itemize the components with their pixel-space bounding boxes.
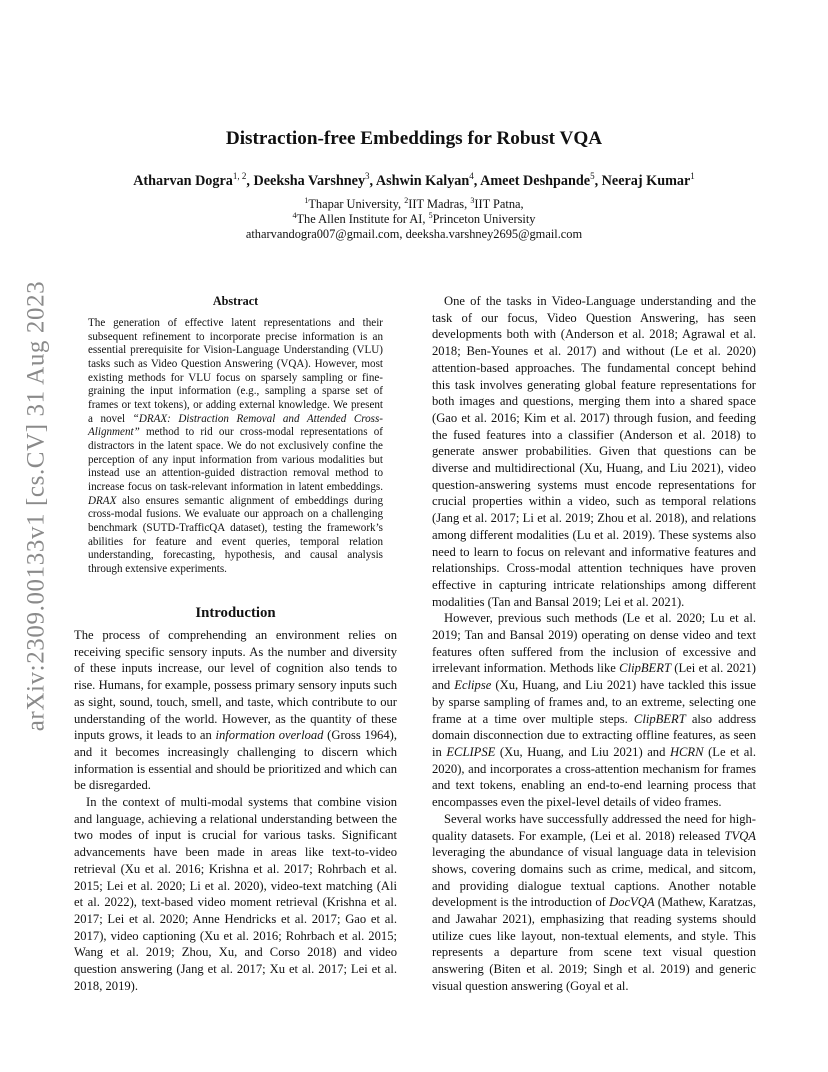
body-paragraph: The process of comprehending an environment relies on receiving specific sensory inputs. As the number and diversity of these inputs increase, our level of cognition also tends to rise. Humans, for example, possess primary sensory inputs such as sight, sound, touch, smell, and taste, which contribute to our understanding of the world. However, as the quantity of these inputs grows, it leads to an information overload (Gross 1964), and it becomes increasingly challenging to discern which information is essential and should be prioritized and which can be disregarded. (74, 628, 397, 793)
abstract-heading: Abstract (212, 294, 259, 308)
affiliation-line: $^4$The Allen Institute for AI, $^5$Princeton University (292, 211, 536, 226)
left-column-body (74, 627, 397, 994)
author-list (0, 173, 828, 190)
author: Atharvan Dogra$^{1, 2}$, (133, 171, 254, 189)
arxiv-id-text: arXiv:2309.00133v1 [cs.CV] 31 Aug 2023 (22, 280, 50, 732)
author: Neeraj Kumar$^1$ (601, 171, 695, 189)
section-heading-introduction: Introduction (195, 605, 276, 621)
author: Ameet Deshpande$^5$, (480, 171, 602, 189)
right-column-body (432, 293, 756, 995)
paper-title: Distraction-free Embeddings for Robust VQA (225, 128, 603, 149)
abstract-body (88, 317, 383, 576)
author-affiliation-mark: 5 (590, 171, 595, 181)
affiliation-line: $^1$Thapar University, $^2$IIT Madras, $^3$IIT Patna, (304, 196, 524, 211)
author-affiliation-mark: 3 (365, 171, 370, 181)
body-paragraph: In the context of multi-modal systems that combine vision and language, achieving a relational understanding between the two modes of input is crucial for various tasks. Significant advancements have been made in areas like text-to-video retrieval (Xu et al. 2016; Krishna et al. 2017; Rohrbach et al. 2015; Lei et al. 2020; Li et al. 2020), video-text matching (Ali et al. 2022), text-based video moment retrieval (Krishna et al. 2017; Lei et al. 2020; Anne Hendricks et al. 2017; Gao et al. 2017), video captioning (Xu et al. 2016; Rohrbach et al. 2015; Wang et al. 2019; Zhou, Xu, and Corso 2018) and video question answering (Jang et al. 2017; Xu et al. 2017; Lei et al. 2018, 2019). (74, 795, 397, 993)
author-affiliation-mark: 1 (690, 171, 695, 181)
body-paragraph: However, previous such methods (Le et al. 2020; Lu et al. 2019; Tan and Bansal 2019) operating on dense video and text features often suffered from the inclusion of excessive and irrelevant information. Methods like ClipBERT (Lei et al. 2021) and Eclipse (Xu, Huang, and Liu 2021) have tackled this issue by sparse sampling of frames and, to an extreme, selecting one frame at a time over multiple steps. ClipBERT also address domain disconnection due to extracting offline features, as seen in ECLIPSE (Xu, Huang, and Liu 2021) and HCRN (Le et al. 2020), and incorporates a cross-attention mechanism for frames and text tokens, enabling an end-to-end learning process that encompasses even the pixel-level details of video frames. (432, 611, 757, 810)
author-emails: atharvandogra007@gmail.com, deeksha.varshney2695@gmail.com (245, 227, 583, 241)
abstract-paragraph: The generation of effective latent representations and their subsequent refinement to incorporate precise information is an essential prerequisite for Vision-Language Understanding (VLU) tasks such as Video Question Answering (VQA). However, most existing methods for VLU focus on sparsely sampling or fine-graining the input information (e.g., sampling a sparse set of frames or text tokens), or adding external knowledge. We present a novel “DRAX: Distraction Removal and Attended Cross-Alignment” method to rid our cross-modal representations of distractors in the latent space. We do not exclusively confine the perception of any input information from various modalities but instead use an attention-guided distraction removal method to increase focus on task-relevant information in latent embeddings. DRAX also ensures semantic alignment of embeddings during cross-modal fusions. We evaluate our approach on a challenging benchmark (SUTD-TrafficQA dataset), testing the framework’s abilities for feature and event queries, temporal relation understanding, forecasting, hypothesis, and causal analysis through extensive experiments. (88, 317, 383, 575)
body-paragraph: Several works have successfully addressed the need for high-quality datasets. For example, (Lei et al. 2018) released TVQA leveraging the abundance of visual language data in television shows, covering domains such as crime, medical, and sitcom, and providing dialogue textual captions. Another notable development is the introduction of DocVQA (Mathew, Karatzas, and Jawahar 2021), emphasizing that reading systems should utilize cues like layout, non-textual elements, and style. This represents a departure from scene text visual question answering (Biten et al. 2019; Singh et al. 2019) and generic visual question answering (Goyal et al. (432, 811, 756, 993)
author-affiliation-mark: 4 (469, 171, 474, 181)
author: Deeksha Varshney$^3$, (253, 171, 376, 189)
arxiv-identifier-stamp (14, 282, 58, 730)
body-paragraph: One of the tasks in Video-Language understanding and the task of our focus, Video Question Answering, has seen developments both with (Anderson et al. 2018; Agrawal et al. 2018; Ben-Younes et al. 2017) and without (Le et al. 2020) attention-based approaches. The fundamental concept behind this task involves generating global feature representations for both images and questions, merging them into a shared space (Gao et al. 2016; Kim et al. 2017) through fusion, and feeding the fused features into a classifier (Anderson et al. 2018) to generate answer probabilities. Given that questions can be diverse and multidirectional (Xu, Huang, and Liu 2021), video question-answering systems must encode representations for crucial properties within a video, such as temporal relations (Jang et al. 2017; Li et al. 2019; Zhou et al. 2018), and relations among different modalities (Lu et al. 2019). These systems also need to learn to focus on relevant and informative features and relationships. Cross-modal attention techniques have proven effective in capturing intricate relationships among different modalities (Tan and Bansal 2019; Lei et al. 2021). (432, 294, 756, 609)
author: Ashwin Kalyan$^4$, (375, 171, 481, 189)
author-affiliation-mark: 1, 2 (232, 171, 247, 181)
